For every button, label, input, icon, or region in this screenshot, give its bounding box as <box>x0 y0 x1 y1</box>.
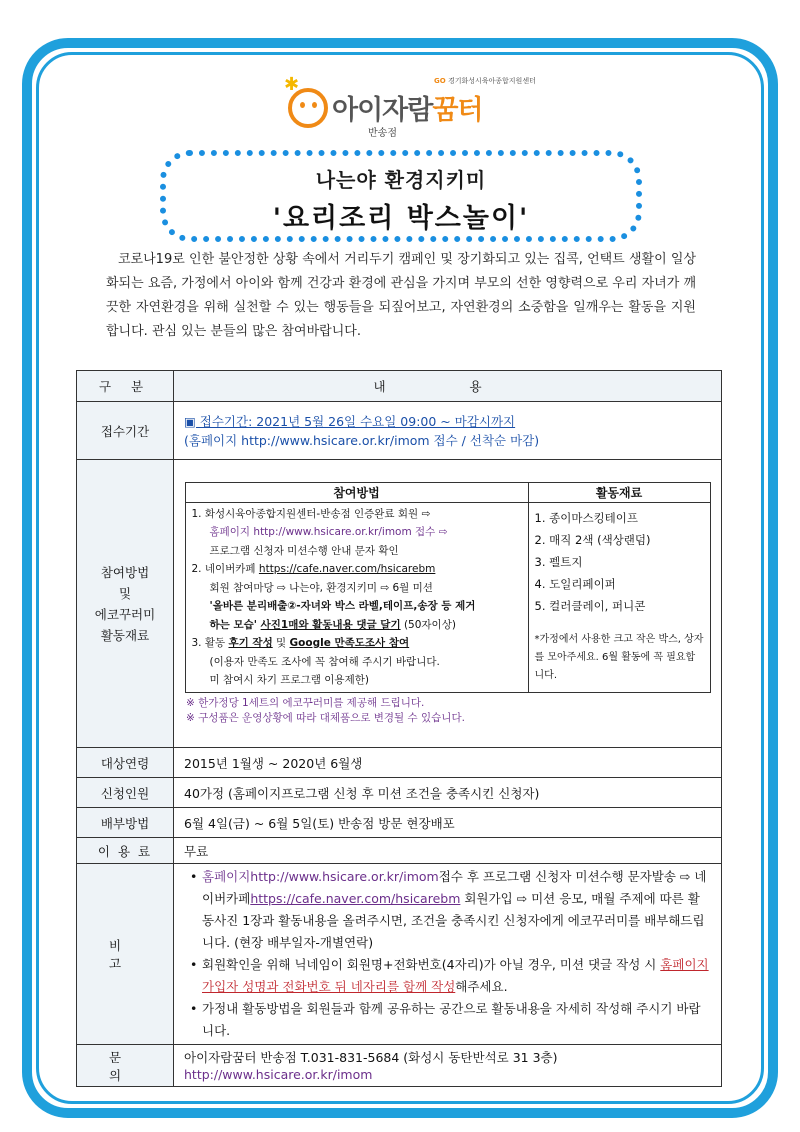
participation-label: 참여방법 및 에코꾸러미 활동재료 <box>77 460 174 748</box>
table-row: 문 의 아이자람꿈터 반송점 T.031-831-5684 (화성시 동탄반석로 31 3층) http://www.hsicare.or.kr/imom <box>77 1045 722 1087</box>
materials-header: 활동재료 <box>528 482 710 502</box>
cafe-link[interactable]: https://cafe.naver.com/hsicarebm <box>258 563 436 575</box>
table-row: 배부방법 6월 4일(금) ~ 6월 5일(토) 반송점 방문 현장배포 <box>77 808 722 838</box>
smile-face-icon <box>288 88 328 128</box>
reception-period: ▣ 접수기간: 2021년 5월 26일 수요일 09:00 ~ 마감시까지 <box>184 413 516 429</box>
list-item: • 홈페이지http://www.hsicare.or.kr/imom접수 후 프로그램 신청자 미션수행 문자발송 ⇨ 네이버카페https://cafe.naver.com/hsicarebm 회원가입 ⇨ 미션 응모, 매월 주제에 따른 활동사진 1장과 활동내용을 올려주시면, 조건을 충족시킨 신청자에게 에코꾸러미를 배부해드립니다. (현장 배부일자-개별연락) <box>202 866 711 954</box>
participation-inner-table <box>185 482 711 693</box>
table-row <box>77 402 722 460</box>
method-steps: 1. 화성시육아종합지원센터-반송점 인증완료 회원 ⇨ 홈페이지 http://www.hsicare.or.kr/imom 접수 ⇨ 프로그램 신청자 미션수행 안내 문자 확인 2. 네이버카페 https://cafe.naver.com/hsicarebm 회원 참여마당 ⇨ 나는야, 환경지키미 ⇨ 6월 미션 '올바른 분리배출②-자녀와 박스 라벨,테이프,송장 등 제거 하는 모습' 사진1매와 활동내용 댓글 달기 (50자이상) 3. 활동 후기 작성 및 Google 만족도조사 참여 (이용자 만족도 조사에 꼭 참여해 주시기 바랍니다. 미 참여시 차기 프로그램 이용제한) <box>185 502 528 692</box>
header-content: 내 용 <box>174 371 722 402</box>
title-box <box>160 150 642 242</box>
contact-link[interactable]: http://www.hsicare.or.kr/imom <box>184 1066 373 1082</box>
materials-list: 1. 종이마스킹테이프 2. 매직 2색 (색상랜덤) 3. 펠트지 4. 도일리페이퍼 5. 컬러클레이, 퍼니콘 *가정에서 사용한 크고 작은 박스, 상자를 모아주세요. 6월 활동에 꼭 필요합니다. <box>528 502 710 692</box>
age-value: 2015년 1월생 ~ 2020년 6월생 <box>174 748 722 778</box>
subtitle: 나는야 환경지키미 <box>315 168 487 192</box>
list-item: • 회원확인을 위해 닉네임이 회원명+전화번호(4자리)가 아닐 경우, 미션 댓글 작성 시 홈페이지 가입자 성명과 전화번호 뒤 네자리를 함께 작성해주세요. <box>202 954 711 998</box>
logo-name: 아이자람꿈터 <box>332 95 483 126</box>
count-value: 40가정 (홈페이지프로그램 신청 후 미션 조건을 충족시킨 신청자) <box>174 778 722 808</box>
branch-name: 반송점 <box>368 128 397 139</box>
method-header: 참여방법 <box>185 482 528 502</box>
table-row: 이 용 료 무료 <box>77 838 722 864</box>
logo <box>284 72 536 142</box>
remarks-list <box>188 866 711 1042</box>
intro-paragraph: 코로나19로 인한 불안정한 상황 속에서 거리두기 캠페인 및 장기화되고 있는 집콕, 언택트 생활이 일상화되는 요즘, 가정에서 아이와 함께 건강과 환경에 관심을 가지며 부모의 선한 영향력으로 우리 자녀가 깨끗한 자연환경을 위해 실천할 수 있는 행동들을 되짚어보고, 자연환경의 소중함을 일깨우는 활동을 지원합니다. 관심 있는 분들의 많은 참여바랍니다. <box>106 252 696 339</box>
reception-label: 접수기간 <box>77 402 174 460</box>
reception-method: (홈페이지 http://www.hsicare.or.kr/imom 접수 / 선착순 마감) <box>184 432 540 448</box>
header-category: 구 분 <box>77 371 174 402</box>
fee-value: 무료 <box>174 838 722 864</box>
page-title: '요리조리 박스놀이' <box>272 203 530 234</box>
list-item: • 가정내 활동방법을 회원들과 함께 공유하는 공간으로 활동내용을 자세히 작성해 주시기 바랍니다. <box>202 998 711 1042</box>
note-set: ※ 한가정당 1세트의 에코꾸러미를 제공해 드립니다. <box>186 696 425 709</box>
table-row: 신청인원 40가정 (홈페이지프로그램 신청 후 미션 조건을 충족시킨 신청자) <box>77 778 722 808</box>
info-table <box>76 370 722 1087</box>
distribution-value: 6월 4일(금) ~ 6월 5일(토) 반송점 방문 현장배포 <box>174 808 722 838</box>
cafe-link[interactable]: https://cafe.naver.com/hsicarebm <box>250 891 461 906</box>
table-row: 대상연령 2015년 1월생 ~ 2020년 6월생 <box>77 748 722 778</box>
contact-info: 아이자람꿈터 반송점 T.031-831-5684 (화성시 동탄반석로 31 3층) <box>184 1049 558 1065</box>
table-row: 비 고 • 홈페이지http://www.hsicare.or.kr/imom접수 후 프로그램 신청자 미션수행 문자발송 ⇨ 네이버카페https://cafe.naver.com/hsicarebm 회원가입 ⇨ 미션 응모, 매월 주제에 따른 활동사진 1장과 활동내용을 올려주시면, 조건을 충족시킨 신청자에게 에코꾸러미를 배부해드립니다. (현장 배부일자-개별연락) • 회원확인을 위해 닉네임이 회원명+전화번호(4자리)가 아닐 경우, 미션 댓글 작성 시 홈페이지 가입자 성명과 전화번호 뒤 네자리를 함께 작성해주세요. • 가정내 활동방법을 회원들과 함께 공유하는 공간으로 활동내용을 자세히 작성해 주시기 바랍니다. <box>77 864 722 1045</box>
table-row <box>77 460 722 748</box>
note-substitute: ※ 구성품은 운영상황에 따라 대체품으로 변경될 수 있습니다. <box>186 711 465 724</box>
star-icon: ✱ <box>284 74 300 95</box>
table-header-row <box>77 371 722 402</box>
center-name: GO 경기화성시육아종합지원센터 <box>434 77 536 85</box>
materials-note: *가정에서 사용한 크고 작은 박스, 상자를 모아주세요. 6월 활동에 꼭 필요합니다. <box>534 633 704 681</box>
